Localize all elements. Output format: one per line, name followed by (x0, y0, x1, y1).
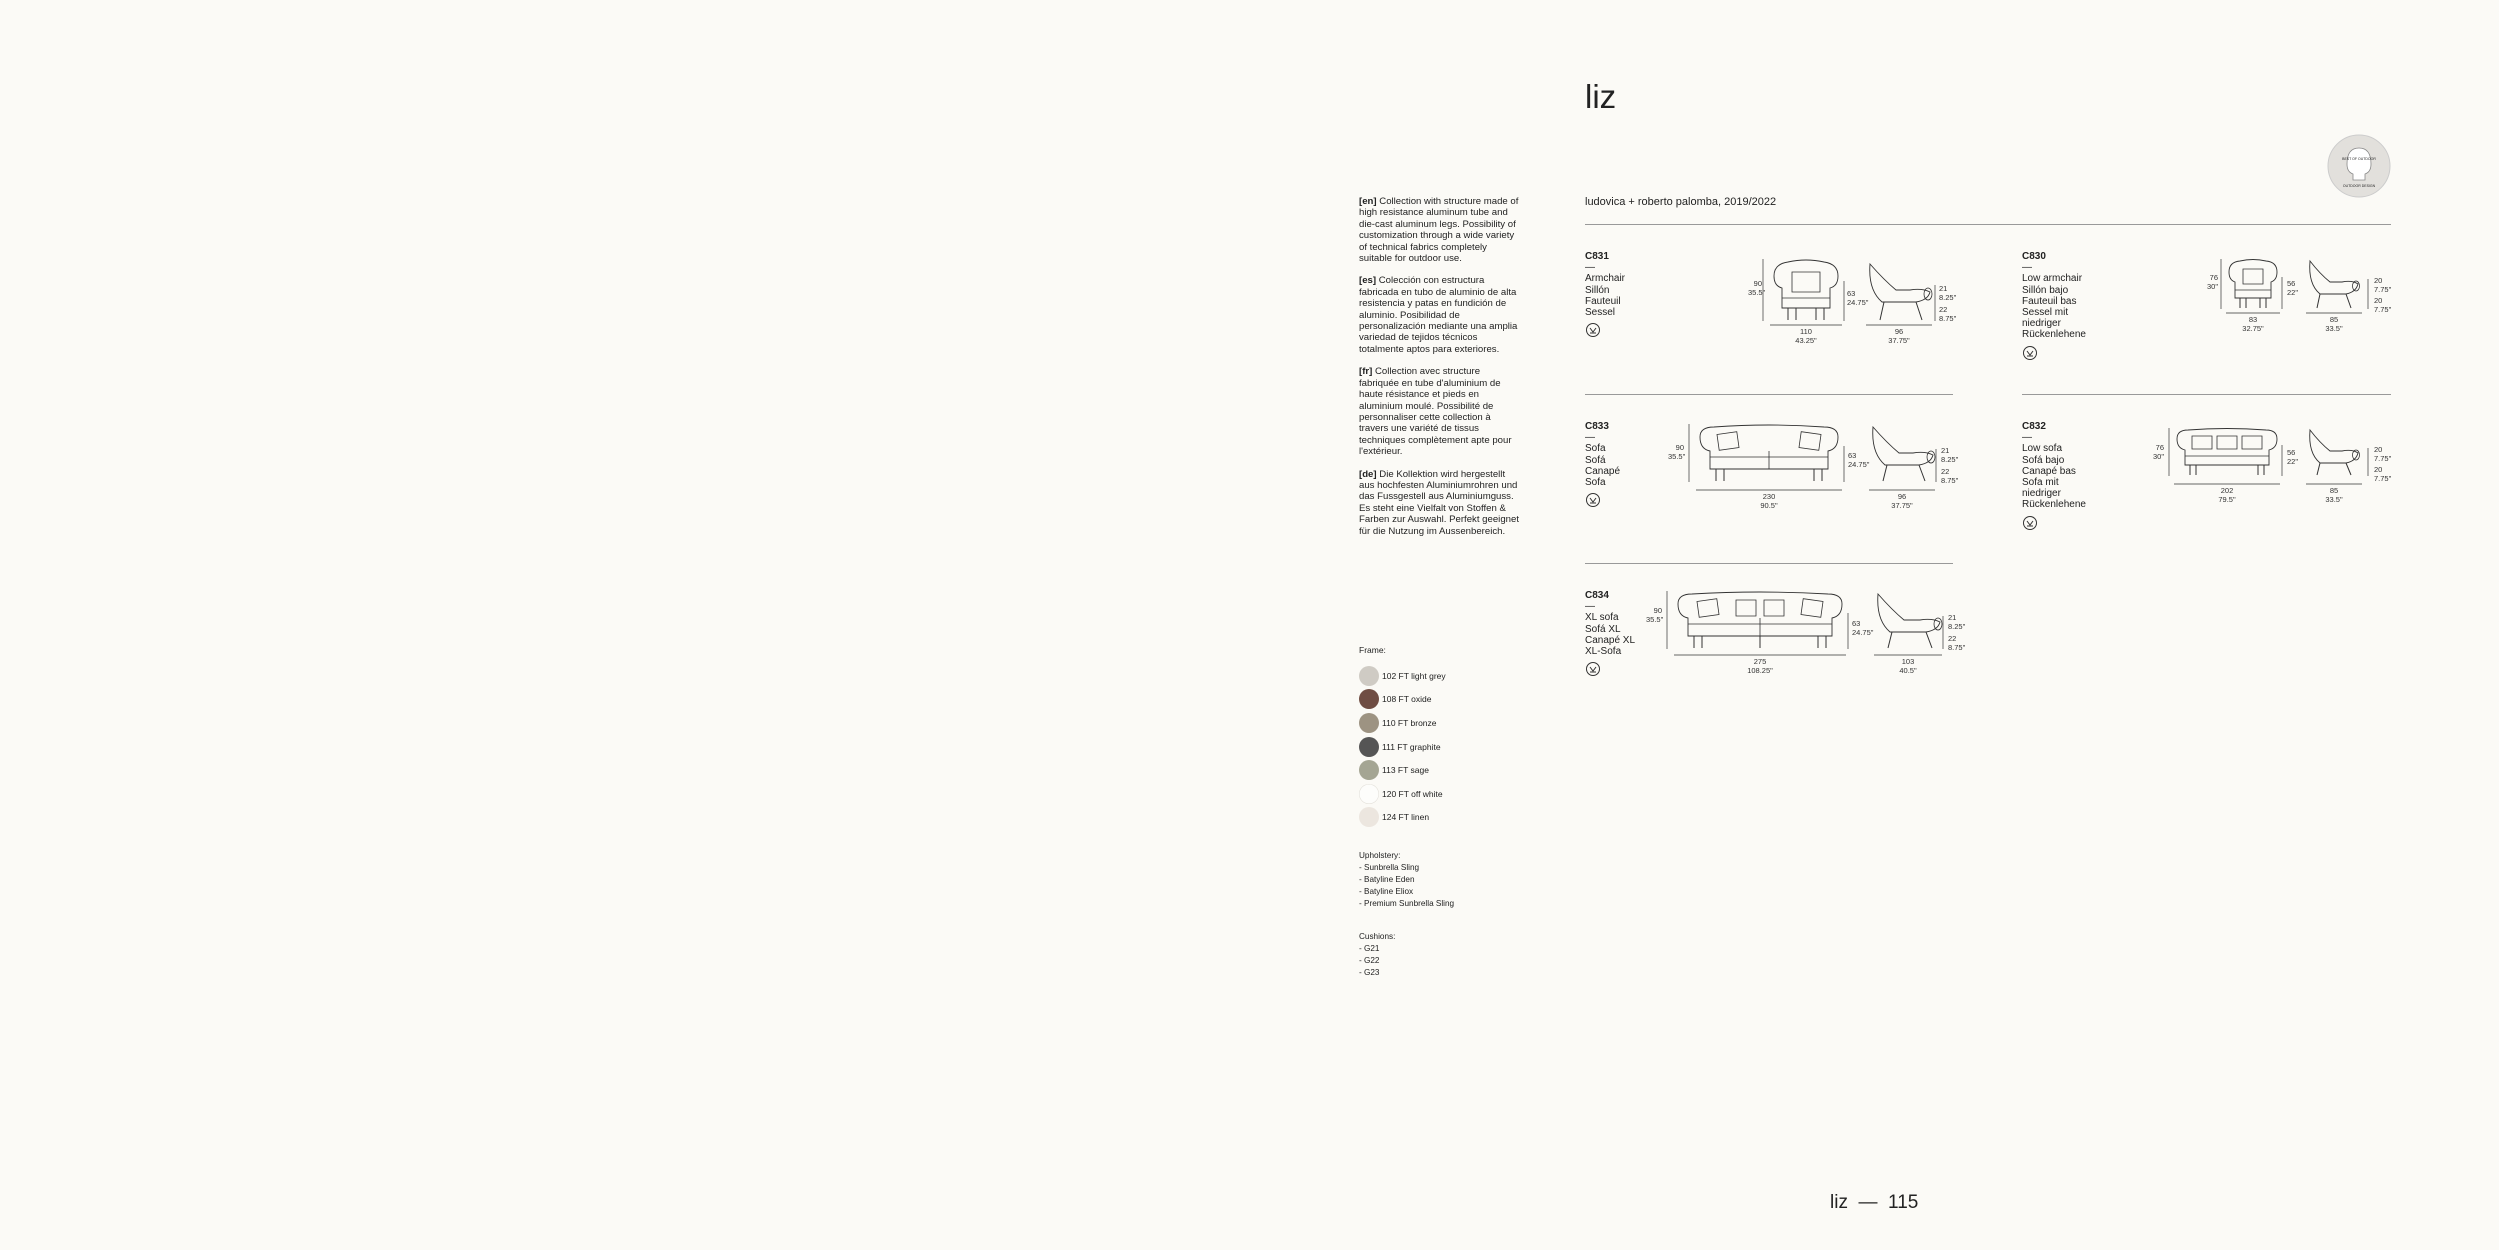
product-name: Canapé bas (2022, 465, 2076, 477)
product-code: C833 (1585, 421, 1609, 432)
swatch-label: 108 FT oxide (1382, 694, 1432, 705)
c831-arm-height: 21 8.25" (1939, 284, 1957, 302)
description-de: [de] Die Kollektion wird hergestellt aus hochfesten Aluminiumrohren und das Fussgestell aus Aluminiumguss. Es steht eine Vielfalt von Stoffen & Farben zur Auswahl. Perfekt geeignet für die Nutzung im Aussenbereich. (1359, 468, 1519, 537)
c832-height: 76 30" (2152, 443, 2164, 461)
product-name: niedriger (2022, 318, 2061, 330)
swatch-color-dot (1359, 784, 1379, 804)
c833-front-drawing (1696, 423, 1842, 483)
c830-width: 83 32.75" (2242, 315, 2264, 333)
swatch-list (1359, 664, 1446, 829)
finish-swatch (1359, 664, 1446, 688)
collection-description (1359, 196, 1519, 548)
award-badge (2327, 134, 2391, 198)
finish-swatch (1359, 735, 1446, 759)
c834-front-drawing (1674, 590, 1846, 650)
row-divider-left-1 (1585, 394, 1953, 395)
product-name: XL sofa (1585, 612, 1619, 624)
cushion-item: - G22 (1359, 956, 1380, 965)
outdoor-use-icon (1585, 322, 1601, 338)
c831-side-drawing (1866, 260, 1936, 322)
product-code: C830 (2022, 251, 2046, 262)
c831-leg-height: 22 8.75" (1939, 305, 1957, 323)
product-name: Sofa (1585, 443, 1606, 455)
c831-width: 110 43.25" (1795, 327, 1817, 345)
c830-arm-height: 20 7.75" (2374, 276, 2392, 294)
product-name: Sofá (1585, 454, 1606, 466)
description-fr: [fr] Collection avec structure fabriquée en tube d'aluminium de haute résistance et pieds en aluminium moulé. Possibilité de personnaliser cette collection à travers une variété de tissus techniques complètement apte pour l'extérieur. (1359, 366, 1512, 458)
swatch-color-dot (1359, 760, 1379, 780)
swatch-label: 102 FT light grey (1382, 670, 1446, 681)
c833-width: 230 90.5" (1760, 492, 1778, 510)
dash: — (1585, 432, 1595, 444)
product-name: Sofa (1585, 477, 1606, 489)
product-name: Sofa mit (2022, 477, 2059, 489)
c834-width: 275 108.25" (1747, 657, 1773, 675)
c834-arm-height: 21 8.25" (1948, 613, 1966, 631)
c834-height: 90 35.5" (1646, 606, 1664, 624)
product-c834 (1585, 590, 1635, 680)
c831-arm-line (1933, 284, 1938, 322)
c830-side-drawing (2306, 258, 2362, 310)
badge-bottom-text: OUTDOOR DESIGN (2342, 184, 2376, 188)
c832-arm-height: 20 7.75" (2374, 445, 2392, 463)
c833-height-line (1686, 423, 1691, 483)
c830-depth: 85 33.5" (2325, 315, 2343, 333)
c833-seat-line (1842, 445, 1847, 483)
dash: — (2022, 432, 2032, 444)
c833-depth: 96 37.75" (1891, 492, 1913, 510)
c832-height-line (2166, 427, 2171, 477)
product-c832 (2022, 421, 2086, 534)
swatch-color-dot (1359, 689, 1379, 709)
swatch-label: 110 FT bronze (1382, 717, 1437, 728)
outdoor-use-icon (2022, 345, 2038, 361)
product-code: C831 (1585, 251, 1609, 262)
dash: — (1585, 601, 1595, 613)
c830-arm-line (2366, 278, 2371, 310)
c833-arm-line (1934, 448, 1939, 483)
outdoor-use-icon (2022, 515, 2038, 531)
c830-height-line (2218, 258, 2223, 310)
upholstery-item: - Batyline Eliox (1359, 887, 1414, 896)
cushions-list (1359, 931, 1395, 979)
c830-front-drawing (2226, 258, 2280, 310)
c831-height: 90 35.5" (1748, 279, 1766, 297)
dash: — (2022, 262, 2032, 274)
product-name: Sessel mit (2022, 307, 2069, 319)
product-name: Fauteuil (1585, 295, 1621, 307)
cushion-item: - G21 (1359, 944, 1380, 953)
c834-seat-line (1846, 612, 1851, 650)
header-divider (1585, 224, 2391, 225)
product-name: Rückenlehene (2022, 329, 2086, 341)
c834-seat-height: 63 24.75" (1852, 619, 1874, 637)
c831-front-drawing (1770, 258, 1842, 322)
c833-side-drawing (1869, 423, 1939, 483)
cushion-item: - G23 (1359, 968, 1380, 977)
page-title: liz (1585, 78, 1617, 115)
c834-arm-line (1941, 615, 1946, 650)
cushions-label: Cushions: (1359, 932, 1396, 941)
c833-height: 90 35.5" (1668, 443, 1686, 461)
finish-swatch (1359, 758, 1446, 782)
product-name: Canapé XL (1585, 634, 1636, 646)
product-name: XL-Sofa (1585, 646, 1622, 658)
product-name: Sofá XL (1585, 623, 1621, 635)
c830-leg-height: 20 7.75" (2374, 296, 2392, 314)
finish-swatch (1359, 688, 1446, 712)
page-footer: liz — 115 (1830, 1192, 1919, 1213)
upholstery-item: - Sunbrella Sling (1359, 863, 1420, 872)
frame-finishes (1359, 645, 1446, 829)
c834-side-drawing (1874, 590, 1946, 650)
product-c831 (1585, 251, 1625, 341)
product-name: Fauteuil bas (2022, 295, 2077, 307)
description-es: [es] Colección con estructura fabricada en tubo de aluminio de alta resistencia y patas en fundición de aluminio. Posibilidad de personalización mediante una amplia variedad de tejidos técnicos totalmente aptos para exteriores. (1359, 275, 1518, 355)
swatch-label: 113 FT sage (1382, 765, 1429, 776)
c830-height: 76 30" (2206, 273, 2218, 291)
upholstery-label: Upholstery: (1359, 851, 1401, 860)
c831-depth: 96 37.75" (1888, 327, 1910, 345)
product-name: Sofá bajo (2022, 454, 2065, 466)
outdoor-use-icon (1585, 661, 1601, 677)
c832-leg-height: 20 7.75" (2374, 465, 2392, 483)
c830-seat-line (2280, 276, 2285, 310)
c832-seat-height: 56 22" (2287, 448, 2299, 466)
product-c830 (2022, 251, 2086, 364)
c830-seat-height: 56 22" (2287, 279, 2299, 297)
upholstery-list (1359, 850, 1454, 910)
swatch-label: 111 FT graphite (1382, 741, 1441, 752)
product-name: Low armchair (2022, 273, 2083, 285)
swatch-color-dot (1359, 807, 1379, 827)
product-name: Low sofa (2022, 443, 2063, 455)
c833-leg-height: 22 8.75" (1941, 467, 1959, 485)
c832-side-drawing (2306, 427, 2362, 477)
product-name: Sillón bajo (2022, 284, 2069, 296)
row-divider-right-1 (2022, 394, 2391, 395)
c832-front-drawing (2174, 427, 2280, 477)
c833-seat-height: 63 24.75" (1848, 451, 1870, 469)
finish-swatch (1359, 782, 1446, 806)
badge-top-text: BEST OF OUTDOOR (2342, 157, 2376, 161)
product-name: niedriger (2022, 488, 2061, 500)
row-divider-left-2 (1585, 563, 1953, 564)
product-code: C834 (1585, 590, 1609, 601)
designer-credit: ludovica + roberto palomba, 2019/2022 (1585, 196, 1777, 208)
swatch-label: 120 FT off white (1382, 788, 1443, 799)
outdoor-use-icon (1585, 492, 1601, 508)
swatch-color-dot (1359, 737, 1379, 757)
c832-seat-line (2280, 444, 2285, 477)
finish-swatch (1359, 711, 1446, 735)
dash: — (1585, 262, 1595, 274)
product-name: Sessel (1585, 307, 1616, 319)
finish-swatch (1359, 806, 1446, 830)
product-name: Canapé (1585, 465, 1621, 477)
c834-depth: 103 40.5" (1899, 657, 1917, 675)
swatch-label: 124 FT linen (1382, 812, 1430, 823)
upholstery-item: - Batyline Eden (1359, 875, 1415, 884)
upholstery-item: - Premium Sunbrella Sling (1359, 899, 1455, 908)
c831-seat-height: 63 24.75" (1847, 289, 1869, 307)
c834-leg-height: 22 8.75" (1948, 634, 1966, 652)
product-name: Sillón (1585, 284, 1610, 296)
swatch-color-dot (1359, 713, 1379, 733)
product-c833 (1585, 421, 1620, 511)
product-name: Rückenlehene (2022, 499, 2086, 511)
frame-label: Frame: (1359, 645, 1386, 655)
c832-arm-line (2366, 447, 2371, 477)
product-code: C832 (2022, 421, 2046, 432)
c832-depth: 85 33.5" (2325, 486, 2343, 504)
c832-width: 202 79.5" (2218, 486, 2236, 504)
description-en: [en] Collection with structure made of high resistance aluminum tube and die-cast aluminum legs. Possibility of customization through a wide variety of technical fabrics completely suitable for outdoor use. (1359, 196, 1519, 265)
c834-height-line (1664, 590, 1669, 650)
product-name: Armchair (1585, 273, 1626, 285)
c833-arm-height: 21 8.25" (1941, 446, 1959, 464)
swatch-color-dot (1359, 666, 1379, 686)
